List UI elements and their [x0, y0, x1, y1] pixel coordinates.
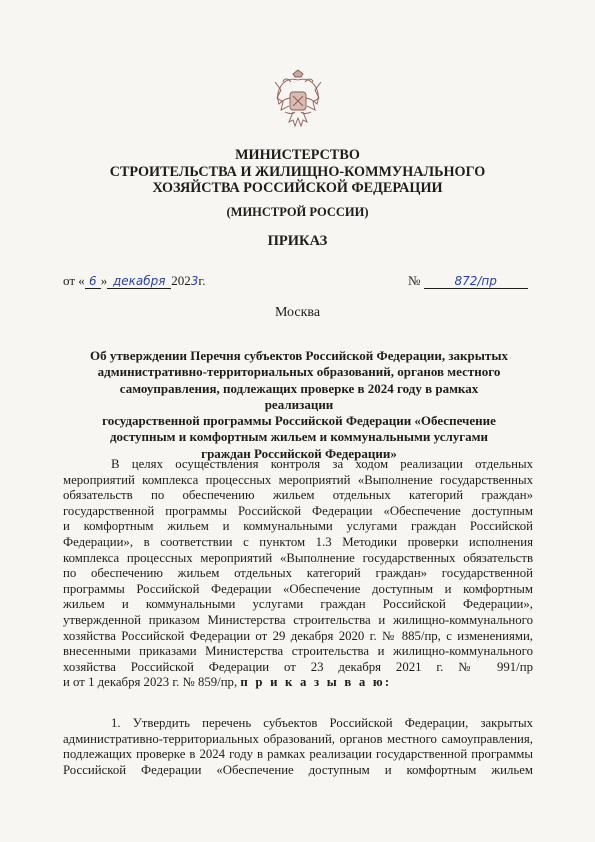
subject-line: самоуправления, подлежащих проверке в 2024 году в рамках реализации: [119, 380, 479, 412]
order-number: [408, 273, 528, 289]
paragraph-line: административно-территориальных образований, органов местного самоуправления,: [63, 731, 533, 746]
paragraph-line-text: и от 1 декабря 2023 г. № 859/пр,: [63, 675, 238, 690]
subject-line: Об утверждении Перечня субъектов Российской Федерации, закрытых: [90, 348, 508, 363]
paragraph-line: Федерации», в соответствии с пунктом 1.3 Методики проверки исполнения: [63, 534, 533, 549]
paragraph-line: внесенными приказами Министерства строительства и жилищно-коммунального: [63, 644, 533, 659]
ministry-name-line-2: СТРОИТЕЛЬСТВА И ЖИЛИЩНО-КОММУНАЛЬНОГО: [109, 163, 486, 180]
paragraph-line: подлежащих проверке в 2024 году в рамках реализации государственной программы: [63, 747, 533, 762]
coat-of-arms-icon: [271, 68, 325, 130]
paragraph-line: хозяйства Российской Федерации от 29 декабря 2020 г. № 885/пр, с изменениями,: [63, 628, 533, 643]
order-subject: [85, 348, 513, 462]
paragraph-line: жильем и коммунальными услугами граждан Российской Федерации»,: [63, 597, 533, 612]
subject-line: граждан Российской Федерации»: [201, 445, 397, 461]
subject-line: доступным и комфортным жильем и коммунальными услугами: [109, 429, 489, 445]
paragraph-last-line: [63, 675, 533, 691]
clause-1-paragraph: [63, 716, 533, 778]
paragraph-line: комплекса процессных мероприятий «Выполнение государственных обязательств: [63, 550, 533, 565]
paragraph-line: утвержденной приказом Министерства строительства и жилищно-коммунального: [63, 612, 533, 627]
subject-line: государственной программы Российской Федерации «Обеспечение: [102, 413, 496, 429]
order-date: [63, 273, 206, 289]
number-value: 872/пр: [424, 275, 528, 289]
paragraph-line: мероприятий комплекса процессных мероприятий «Выполнение государственных: [63, 472, 533, 487]
date-year-digit: 3: [190, 274, 199, 288]
ministry-abbreviation: (МИНСТРОЙ РОССИИ): [226, 205, 369, 219]
paragraph-line: и комфортным жильем и коммунальными услугами граждан Российской: [63, 519, 533, 534]
date-prefix: от «: [63, 273, 85, 288]
paragraph-line: по обеспечению жильем отдельных категорий граждан» государственной: [63, 566, 533, 581]
date-suffix: г.: [198, 273, 206, 288]
paragraph-line: 1. Утвердить перечень субъектов Российской Федерации, закрытых: [111, 716, 533, 730]
document-type-title: ПРИКАЗ: [267, 233, 328, 249]
paragraph-line: программы Российской Федерации «Обеспечение доступным и комфортным: [63, 581, 533, 596]
ministry-name-line-3: ХОЗЯЙСТВА РОССИЙСКОЙ ФЕДЕРАЦИИ: [152, 180, 443, 196]
paragraph-line: В целях осуществления контроля за ходом реализации отдельных: [111, 457, 533, 471]
city: Москва: [274, 305, 321, 320]
number-label: №: [408, 273, 421, 288]
paragraph-line: обязательств по обеспечению жильем отдельных категорий граждан»: [63, 488, 533, 503]
paragraph-line: хозяйства Российской Федерации от 23 декабря 2021 г. № 991/пр: [63, 659, 533, 674]
preamble-paragraph: [63, 457, 533, 691]
paragraph-line: Российской Федерации «Обеспечение доступным и комфортным жильем: [63, 762, 533, 777]
date-month: декабря: [107, 275, 171, 289]
date-year-prefix: 202: [171, 273, 191, 288]
order-verb: п р и к а з ы в а ю:: [240, 675, 392, 690]
paragraph-line: государственной программы Российской Федерации «Обеспечение доступным: [63, 503, 533, 518]
ministry-name-line-1: МИНИСТЕРСТВО: [235, 147, 360, 163]
date-mid: »: [100, 273, 108, 288]
date-day: 6: [85, 275, 101, 289]
subject-line: административно-территориальных образований, органов местного: [97, 364, 501, 380]
